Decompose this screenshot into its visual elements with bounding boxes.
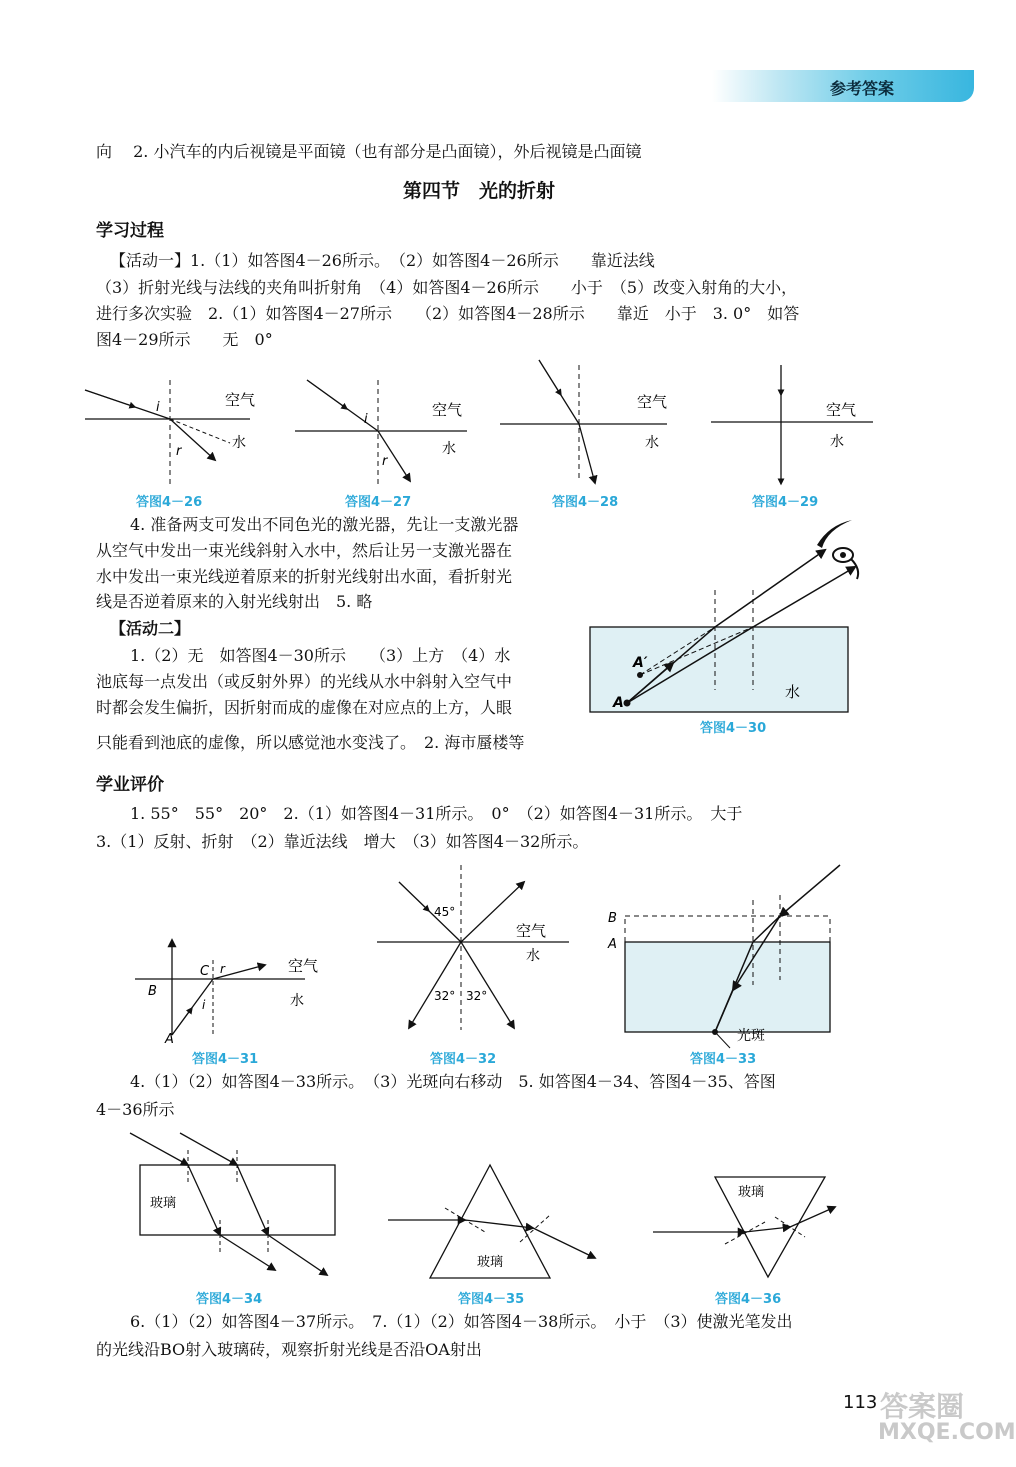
text-line: 时都会发生偏折，因折射而成的虚像在对应点的上方，人眼 xyxy=(96,698,513,717)
label-water: 水 xyxy=(442,441,456,457)
label-r: r xyxy=(382,454,388,469)
label-water: 水 xyxy=(232,435,246,451)
label-water: 水 xyxy=(785,683,801,701)
label-air: 空气 xyxy=(826,401,857,419)
figure-4-32 xyxy=(374,860,574,1035)
figure-4-33 xyxy=(605,860,845,1045)
text-line: 的光线沿BO射入玻璃砖，观察折射光线是否沿OA射出 xyxy=(96,1340,482,1359)
label-water: 水 xyxy=(645,435,659,451)
label-32-right: 32° xyxy=(466,989,488,1003)
text-line: 向 2. 小汽车的内后视镜是平面镜（也有部分是凸面镜），外后视镜是凸面镜 xyxy=(96,142,642,161)
text-line: 【活动一】1.（1）如答图4－26所示。 （2）如答图4－26所示 靠近法线 xyxy=(110,251,655,270)
label-air: 空气 xyxy=(432,401,463,419)
figure-4-30 xyxy=(585,515,885,715)
figure-4-36 xyxy=(650,1172,850,1282)
caption-4-29: 答图4－29 xyxy=(752,495,819,510)
figure-4-26 xyxy=(80,375,270,490)
text-line: 4－36所示 xyxy=(96,1100,175,1119)
label-A: A xyxy=(608,937,617,952)
text-line: 3.（1）反射、折射 （2）靠近法线 增大 （3）如答图4－32所示。 xyxy=(96,832,589,851)
header-banner xyxy=(712,70,974,102)
text-line: 从空气中发出一束光线斜射入水中，然后让另一支激光器在 xyxy=(96,541,513,560)
label-water: 水 xyxy=(830,434,844,450)
label-A-image: A′ xyxy=(633,655,648,671)
figure-4-27 xyxy=(292,375,482,490)
text-line: 4. 准备两支可发出不同色光的激光器，先让一支激光器 xyxy=(130,515,519,534)
label-r: r xyxy=(176,444,182,459)
label-water: 水 xyxy=(526,948,540,964)
watermark-url: MXQE.COM xyxy=(878,1420,1016,1445)
caption-4-31: 答图4－31 xyxy=(192,1052,259,1067)
text-line: （3）折射光线与法线的夹角叫折射角 （4）如答图4－26所示 小于 （5）改变入射角的大小， xyxy=(96,278,798,297)
text-line: 线是否逆着原来的入射光线射出 5. 略 xyxy=(96,592,373,611)
caption-4-28: 答图4－28 xyxy=(552,495,619,510)
text-line: 1.（2）无 如答图4－30所示 （3）上方 （4）水 xyxy=(130,646,511,665)
label-spot: 光斑 xyxy=(737,1028,765,1044)
label-i: i xyxy=(364,412,368,427)
section-title: 第四节 光的折射 xyxy=(403,180,556,202)
text-line: 只能看到池底的虚像，所以感觉池水变浅了。 2. 海市蜃楼等 xyxy=(96,733,525,752)
text-line: 6.（1）（2）如答图4－37所示。 7.（1）（2）如答图4－38所示。 小于 （3）使激光笔发出 xyxy=(130,1312,793,1331)
caption-4-34: 答图4－34 xyxy=(196,1292,263,1307)
watermark-logo: 答案圈 xyxy=(880,1390,965,1423)
figure-4-29 xyxy=(708,360,888,490)
label-air: 空气 xyxy=(637,393,668,411)
caption-4-36: 答图4－36 xyxy=(715,1292,782,1307)
label-A: A xyxy=(613,695,624,711)
caption-4-27: 答图4－27 xyxy=(345,495,412,510)
caption-4-26: 答图4－26 xyxy=(136,495,203,510)
label-water: 水 xyxy=(290,993,304,1009)
text-line: 4.（1）（2）如答图4－33所示。 （3）光斑向右移动 5. 如答图4－34、答图4－35、答图 xyxy=(130,1072,776,1091)
text-line: 水中发出一束光线逆着原来的折射光线射出水面，看折射光 xyxy=(96,567,513,586)
label-glass: 玻璃 xyxy=(150,1196,177,1211)
text-line: 【活动二】 xyxy=(110,619,191,638)
caption-4-33: 答图4－33 xyxy=(690,1052,757,1067)
label-i: i xyxy=(156,400,160,415)
label-air: 空气 xyxy=(288,957,319,975)
label-C: C xyxy=(200,964,210,979)
text-line: 进行多次实验 2.（1）如答图4－27所示 （2）如答图4－28所示 靠近 小于 3. 0° 如答 xyxy=(96,304,800,323)
heading-process: 学习过程 xyxy=(96,221,164,241)
figure-4-31 xyxy=(130,935,330,1045)
label-air: 空气 xyxy=(516,922,547,940)
label-A: A xyxy=(165,1032,174,1047)
figure-4-35 xyxy=(385,1160,605,1280)
label-B: B xyxy=(148,984,157,999)
text-line: 池底每一点发出（或反射外界）的光线从水中斜射入空气中 xyxy=(96,672,513,691)
label-glass: 玻璃 xyxy=(738,1185,765,1200)
label-glass: 玻璃 xyxy=(477,1255,504,1270)
label-45: 45° xyxy=(434,905,456,919)
label-B: B xyxy=(608,911,617,926)
page-number: 113 xyxy=(843,1392,878,1413)
text-line: 图4－29所示 无 0° xyxy=(96,330,273,349)
label-32-left: 32° xyxy=(434,989,456,1003)
heading-evaluation: 学业评价 xyxy=(96,775,164,795)
figure-4-28 xyxy=(497,355,687,490)
figure-4-34 xyxy=(125,1125,345,1290)
caption-4-32: 答图4－32 xyxy=(430,1052,497,1067)
label-r: r xyxy=(220,962,225,976)
text-line: 1. 55° 55° 20° 2.（1）如答图4－31所示。 0° （2）如答图4－31所示。 大于 xyxy=(130,804,743,823)
label-i: i xyxy=(202,998,206,1012)
caption-4-30: 答图4－30 xyxy=(700,721,767,736)
caption-4-35: 答图4－35 xyxy=(458,1292,525,1307)
header-label: 参考答案 xyxy=(829,79,894,98)
label-air: 空气 xyxy=(225,391,256,409)
